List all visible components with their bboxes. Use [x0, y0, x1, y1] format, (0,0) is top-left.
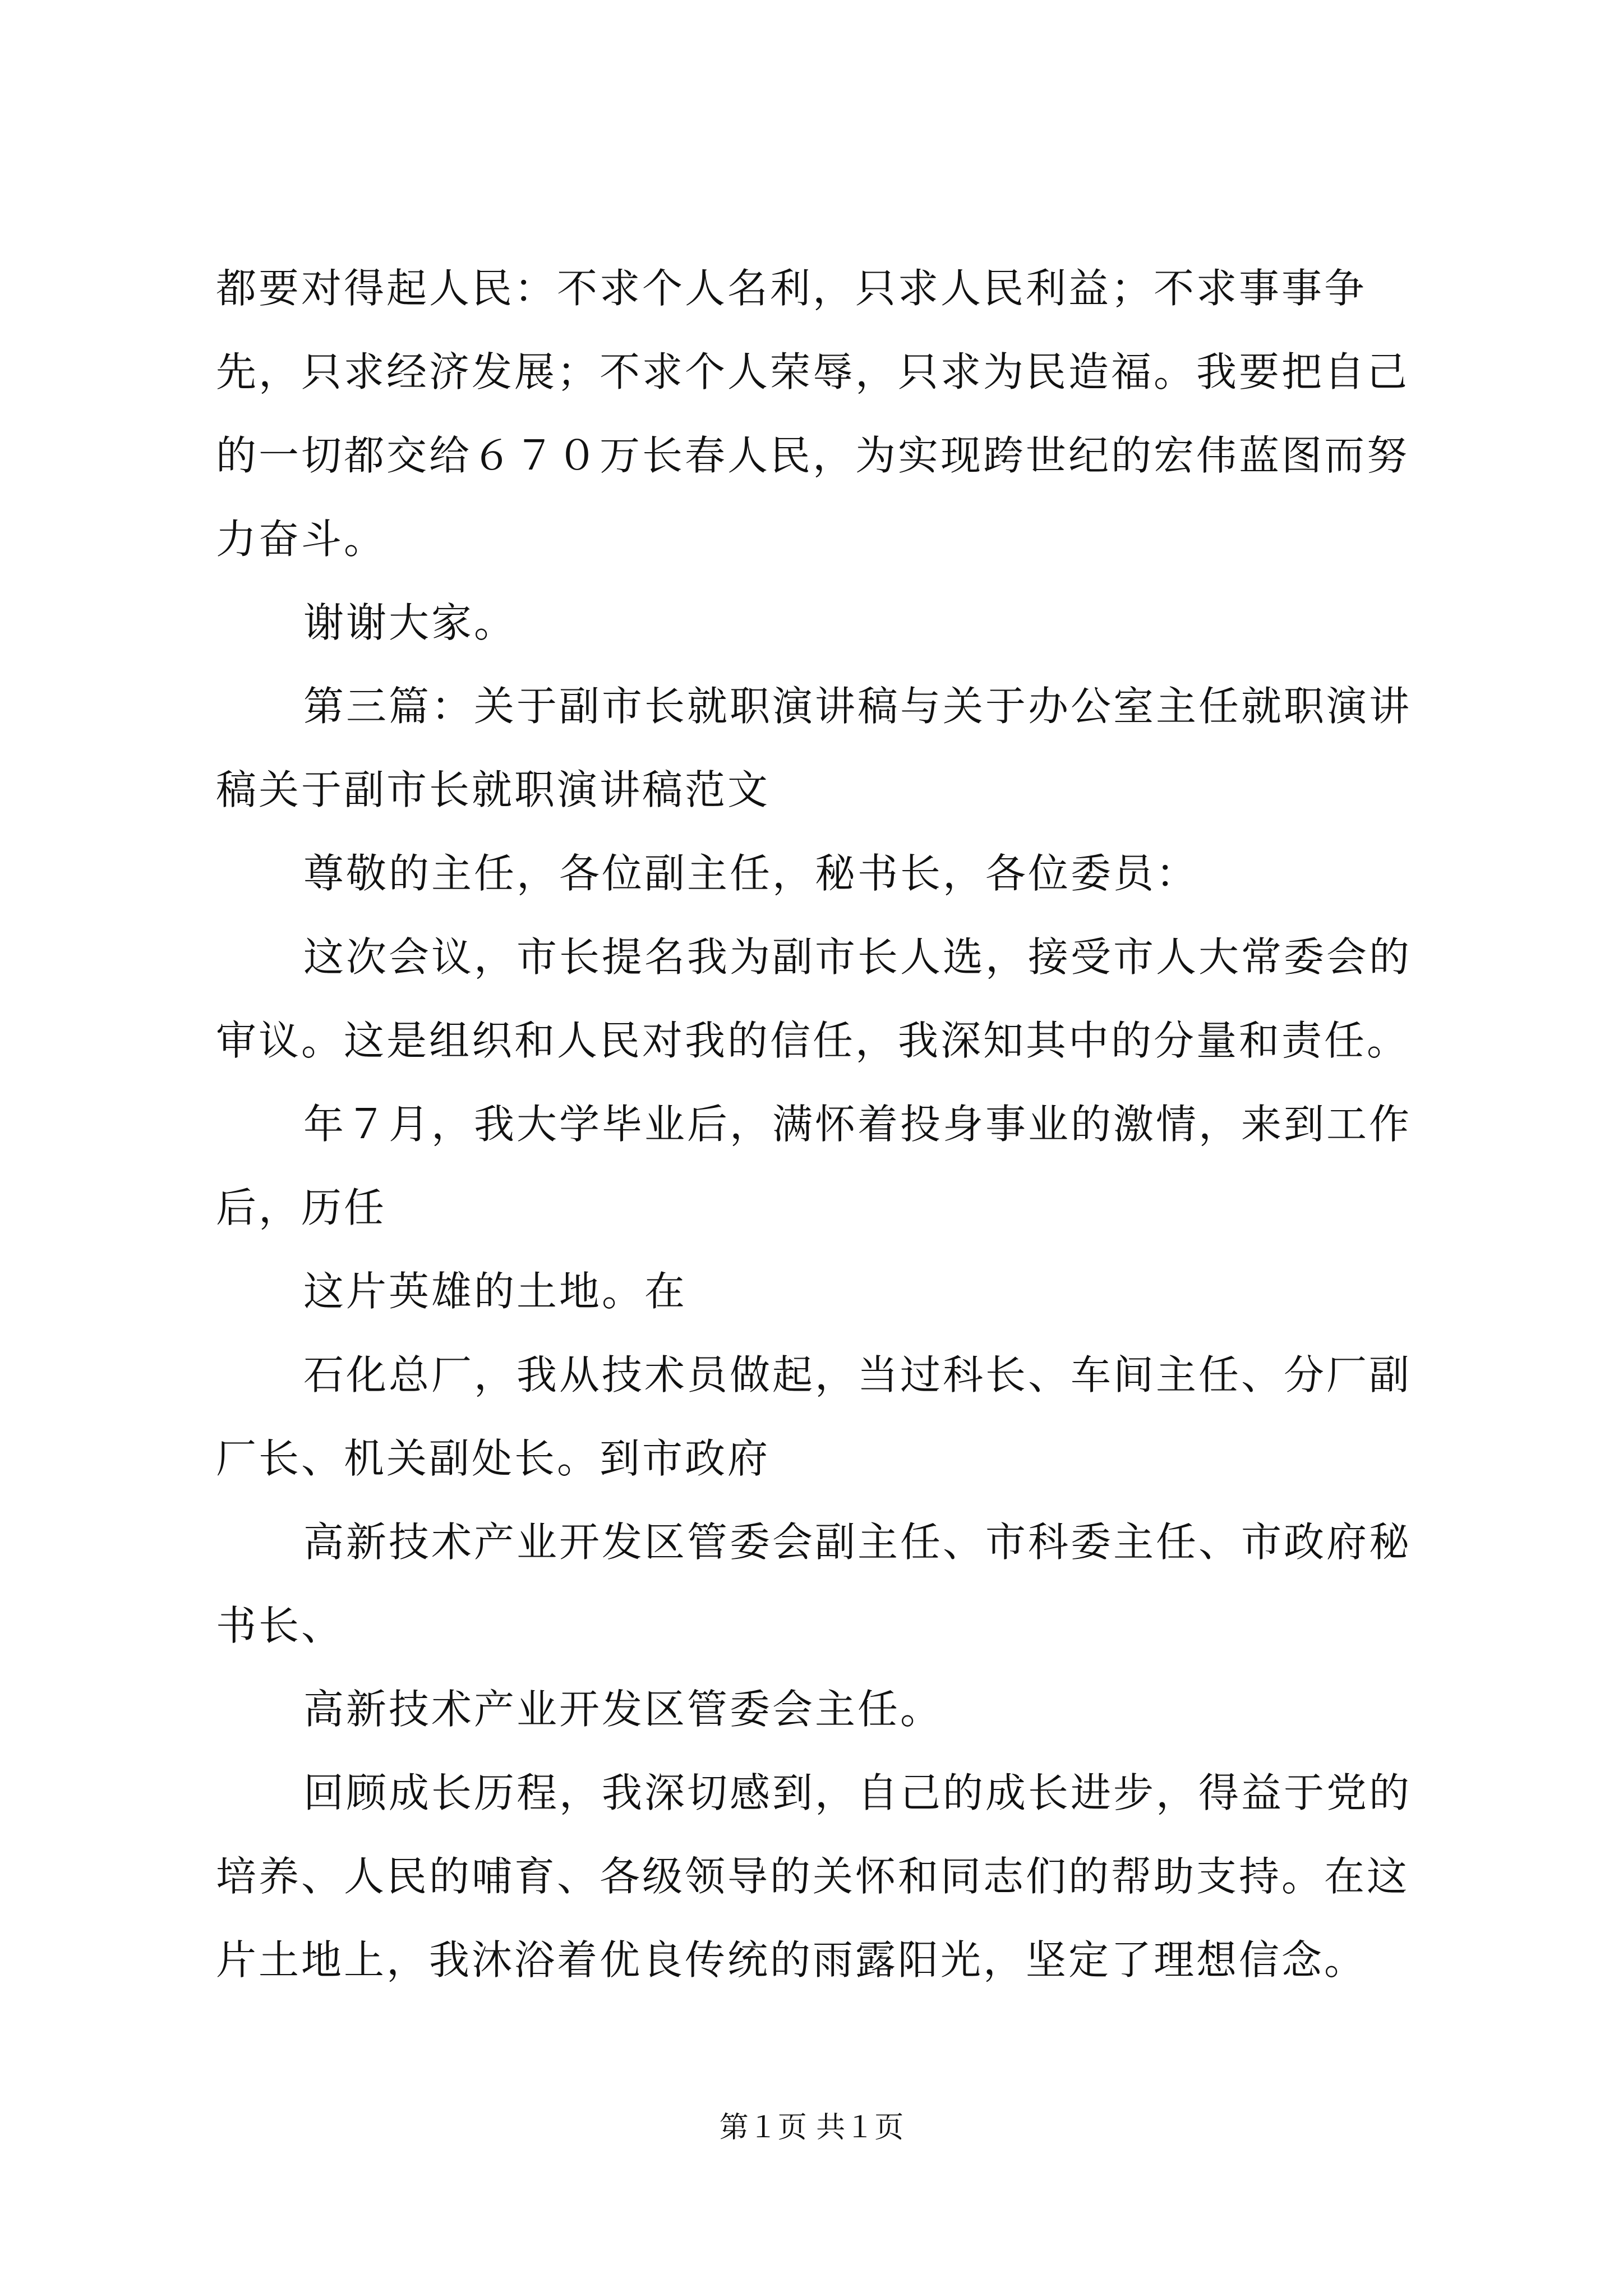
paragraph-petrochemical: 石化总厂，我从技术员做起，当过科长、车间主任、分厂副厂长、机关副处长。到市政府: [216, 1351, 1412, 1482]
paragraph-nomination: 这次会议，市长提名我为副市长人选，接受市人大常委会的审议。这是组织和人民对我的信任，我深知其中的分量和责任。: [216, 933, 1412, 1064]
paragraph-land: 这片英雄的土地。在: [303, 1268, 688, 1315]
paragraph-hightech-deputy: 高新技术产业开发区管委会副主任、市科委主任、市政府秘书长、: [216, 1519, 1412, 1649]
page-footer: 第１页 共１页: [719, 2111, 904, 2145]
paragraph-hightech-director: 高新技术产业开发区管委会主任。: [303, 1686, 943, 1733]
paragraph-reflection: 回顾成长历程，我深切感到，自己的成长进步，得益于党的培养、人民的哺育、各级领导的关怀和同志们的帮助支持。在这片土地上，我沐浴着优良传统的雨露阳光，坚定了理想信念。: [216, 1769, 1412, 1984]
paragraph-continuation: 都要对得起人民：不求个人名利，只求人民利益；不求事事争先，只求经济发展；不求个人荣辱，只求为民造福。我要把自己的一切都交给６７０万长春人民，为实现跨世纪的宏伟蓝图而努力奋斗。: [216, 265, 1410, 563]
paragraph-thanks: 谢谢大家。: [303, 599, 517, 646]
document-body: [216, 247, 1427, 2002]
paragraph-career-start: 年７月，我大学毕业后，满怀着投身事业的激情，来到工作后，历任: [216, 1101, 1412, 1231]
section-heading: 第三篇：关于副市长就职演讲稿与关于办公室主任就职演讲稿关于副市长就职演讲稿范文: [216, 683, 1412, 813]
paragraph-salutation: 尊敬的主任，各位副主任，秘书长，各位委员：: [303, 850, 1199, 897]
